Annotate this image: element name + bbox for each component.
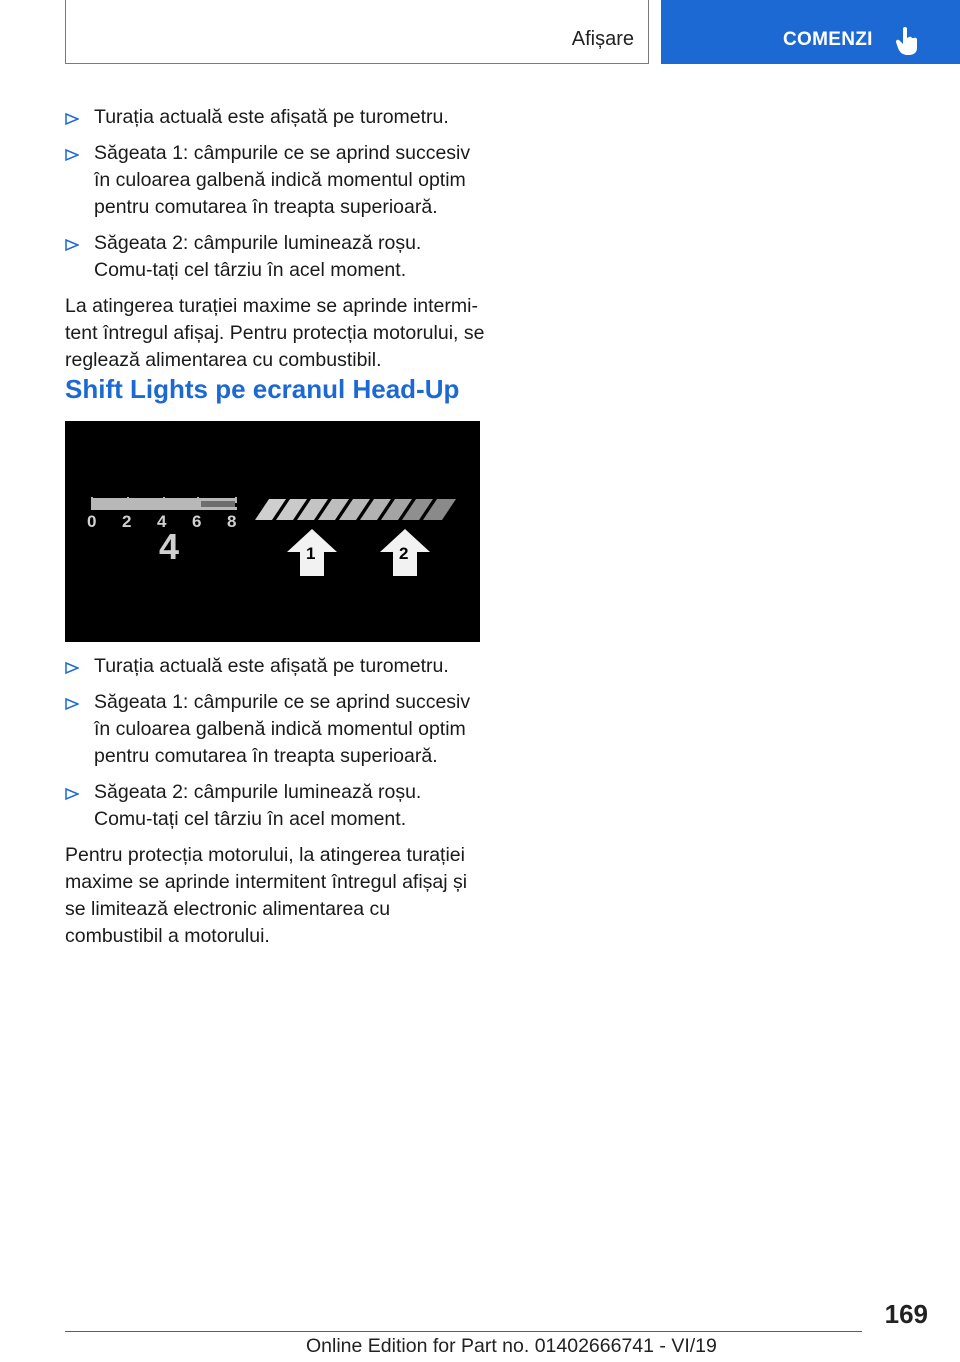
bullet-triangle-icon bbox=[65, 239, 79, 251]
paragraph: La atingerea turației maxime se aprinde intermi‐tent întregul afișaj. Pentru protecția motorului, se reglează alimentarea cu combustibil. bbox=[65, 295, 485, 371]
footer-edition: Online Edition for Part no. 01402666741 - VI/19 bbox=[306, 1335, 717, 1357]
list-item bbox=[65, 230, 485, 284]
section-heading: Shift Lights pe ecranul Head-Up bbox=[65, 374, 460, 404]
list-item-text: Turația actuală este afișată pe turometru. bbox=[94, 655, 449, 677]
list-item-text: Săgeata 1: câmpurile ce se aprind succesiv în culoarea galbenă indică momentul optim pentru comutarea în treapta superioară. bbox=[94, 691, 471, 767]
list-item-text: Săgeata 2: câmpurile luminează roșu. Comu‐tați cel târziu în acel moment. bbox=[94, 232, 422, 281]
list-item-text: Săgeata 2: câmpurile luminează roșu. Comu‐tați cel târziu în acel moment. bbox=[94, 781, 422, 830]
list-item-text: Săgeata 1: câmpurile ce se aprind succesiv în culoarea galbenă indică momentul optim pentru comutarea în treapta superioară. bbox=[94, 142, 471, 218]
list-item-text: Turația actuală este afișată pe turometru. bbox=[94, 106, 449, 128]
arrow-2-label: 2 bbox=[399, 544, 409, 563]
scale-label: 8 bbox=[227, 512, 237, 531]
pointing-hand-icon bbox=[895, 26, 919, 56]
bullet-triangle-icon bbox=[65, 149, 79, 161]
header-section-box bbox=[65, 0, 649, 64]
list-item bbox=[65, 140, 485, 221]
bullet-list-bottom bbox=[65, 653, 485, 950]
gear-indicator: 4 bbox=[159, 526, 180, 567]
footer-rule bbox=[65, 1331, 862, 1332]
tachometer-scale bbox=[91, 497, 237, 510]
list-item bbox=[65, 653, 485, 680]
page-number: 169 bbox=[884, 1299, 928, 1329]
scale-label: 4 bbox=[157, 512, 167, 531]
shift-lights-illustration bbox=[65, 421, 480, 642]
bullet-triangle-icon bbox=[65, 788, 79, 800]
bullet-triangle-icon bbox=[65, 698, 79, 710]
scale-label: 6 bbox=[192, 512, 202, 531]
scale-label: 2 bbox=[122, 512, 132, 531]
list-item bbox=[65, 104, 485, 131]
bullet-triangle-icon bbox=[65, 113, 79, 125]
shift-lights-figure bbox=[65, 421, 480, 642]
scale-label: 0 bbox=[87, 512, 97, 531]
tab-comenzi[interactable] bbox=[661, 0, 960, 64]
list-item bbox=[65, 689, 485, 770]
section-title: Afișare bbox=[571, 28, 634, 50]
bullet-triangle-icon bbox=[65, 662, 79, 674]
shift-light-bars bbox=[255, 499, 456, 520]
tab-label: COMENZI bbox=[783, 29, 873, 50]
bullet-list-top bbox=[65, 104, 485, 374]
list-item bbox=[65, 779, 485, 833]
arrow-1-label: 1 bbox=[306, 544, 316, 563]
paragraph: Pentru protecția motorului, la atingerea turației maxime se aprinde intermitent întregul afișaj și se limitează electronic alimentarea cu combustibil a motorului. bbox=[65, 844, 468, 947]
